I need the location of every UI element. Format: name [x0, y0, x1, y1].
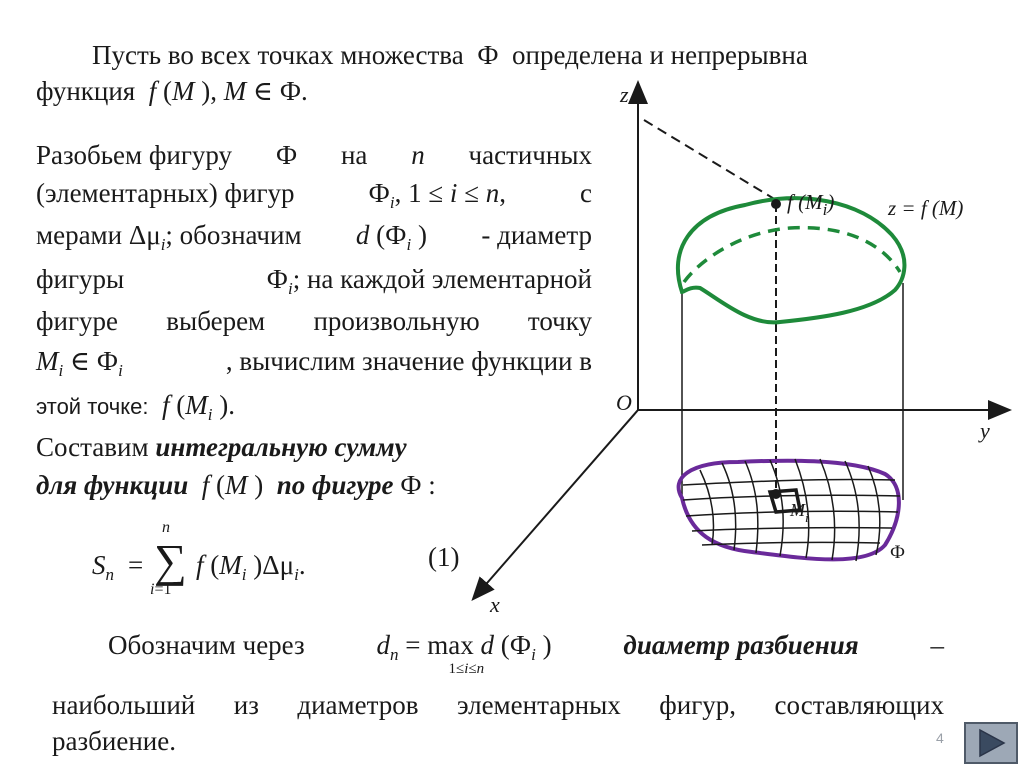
point-value-label: f $(M_i)$ [787, 190, 835, 219]
equation-number: (1) [428, 542, 460, 572]
text-line-14: разбиение. [52, 726, 176, 756]
text-line-9: этой точке: f ($M_i$ ). [36, 390, 235, 424]
origin-label: O [616, 390, 632, 415]
axis-y-label: y [980, 418, 990, 443]
text-line-7: фигуре выберем произвольную точку [36, 306, 592, 336]
axis-x-label: x [490, 592, 500, 617]
surface-point [771, 199, 781, 209]
page-number: 4 [936, 730, 944, 746]
projection-dashed-line [644, 120, 776, 200]
surface-equation-label: z = f (M) [888, 196, 964, 220]
text-line-2: функция f (M ), M ∈ Ф. [36, 76, 308, 106]
text-line-6: фигуры $Ф_i$; на каждой элементарной [36, 264, 592, 298]
next-arrow-icon [966, 724, 1016, 762]
text-line-8: $M_i$ ∈ $Ф_i$ , вычислим значение функции в [36, 346, 592, 380]
text-line-5: мерами $\Delta\mu_i$; обозначим d ($Ф_i$ ) - диаметр [36, 220, 592, 254]
text-line-13: наибольший из диаметров элементарных фигур, составляющих [52, 690, 944, 720]
region-label: Ф [890, 542, 906, 563]
text-line-1: Пусть во всех точках множества Ф определена и непрерывна [92, 40, 808, 70]
text-line-3: Разобьем фигуру Ф на n частичных [36, 140, 592, 170]
x-axis [474, 410, 638, 598]
text-line-4: (элементарных) фигур $Ф_i$, 1 ≤ i ≤ n, с [36, 178, 592, 212]
axis-z-label: z [620, 82, 629, 107]
base-point-label: $M_i$ [790, 500, 809, 525]
text-line-12: Обозначим через $d_n = \max d$ ($Ф_i$ ) 1≤i≤n диаметр разбиения – [108, 630, 944, 677]
text-line-11: для функции f (M ) по фигуре Ф : [36, 470, 436, 500]
base-point [771, 489, 781, 499]
integral-sum-formula: $S_n$ = n ∑ i=1 f ($M_i$ )$\Delta\mu_i$. [92, 519, 306, 598]
text-line-10: Составим интегральную сумму [36, 432, 407, 462]
next-slide-button[interactable] [964, 722, 1018, 764]
